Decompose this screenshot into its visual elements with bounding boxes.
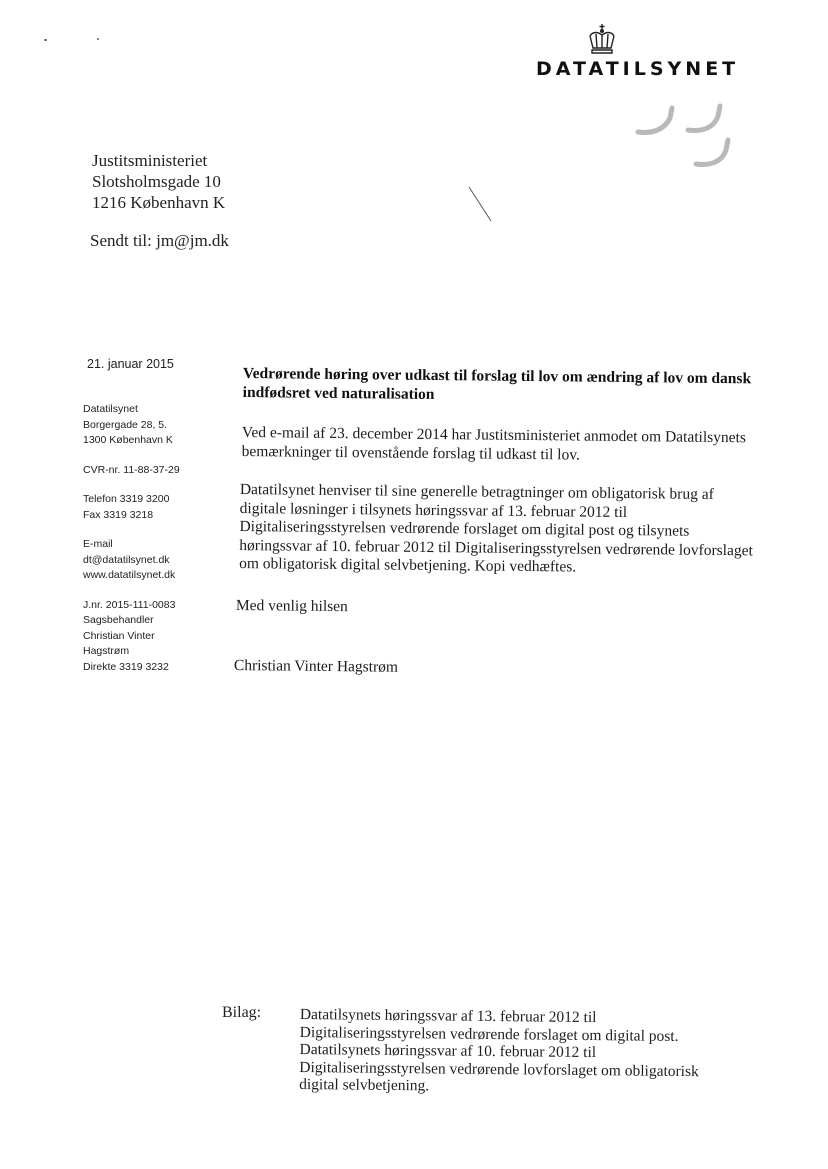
case-info — [83, 598, 233, 676]
recipient-line: Slotsholmsgade 10 — [92, 172, 221, 191]
signature-name: Christian Vinter Hagstrøm — [233, 657, 399, 676]
attachments-list — [299, 1006, 730, 1098]
sender-address-line: Borgergade 28, 5. — [83, 418, 168, 431]
sender-address-line: Datatilsynet — [83, 403, 138, 415]
phone-line: Telefon 3319 3200 — [83, 493, 170, 505]
body-paragraph: Ved e-mail af 23. december 2014 har Justitsministeriet anmodet om Datatilsynets bemærkninger til ovenstående forslag til udkast til lov. — [241, 424, 747, 464]
sender-address-line: 1300 København K — [83, 434, 173, 446]
direct-phone: Direkte 3319 3232 — [83, 660, 169, 673]
body-paragraph: Datatilsynet henviser til sine generelle betragtninger om obligatorisk brug af digitale løsninger i tilsynets høringssvar af 13. februar 2012 til Digitaliseringsstyrelsen vedrørende forslaget om digital post og tilsynets høringssvar af 10. februar 2012 til Digitaliseringsstyrelsen vedrørende lovforslaget om obligatorisk digital selvbetjening. Kopi vedhæftes. — [239, 481, 753, 576]
attachment-item: Datatilsynets høringssvar af 10. februar 2012 til Digitaliseringsstyrelsen vedrørende lovforslaget om obligatorisk digital selvbetjening. — [299, 1040, 699, 1095]
case-handler-name: Hagstrøm — [83, 645, 130, 657]
case-handler-name: Christian Vinter — [83, 629, 155, 642]
case-handler-label: Sagsbehandler — [83, 614, 154, 626]
pen-marks-icon — [630, 100, 740, 180]
recipient-line: 1216 København K — [92, 193, 226, 212]
logo-wordmark: DATATILSYNET — [536, 58, 740, 80]
cvr-number — [83, 463, 233, 479]
phone-info — [83, 492, 233, 523]
email-address: dt@datatilsynet.dk — [83, 553, 170, 566]
crown-icon — [585, 22, 619, 56]
website: www.datatilsynet.dk — [83, 569, 176, 581]
recipient-line: Justitsministeriet — [92, 151, 208, 170]
letter-date: 21. januar 2015 — [87, 357, 174, 371]
recipient-address — [92, 150, 225, 213]
attachments-label: Bilag: — [222, 1004, 262, 1021]
cvr-line: CVR-nr. 11-88-37-29 — [83, 463, 180, 476]
fax-line: Fax 3319 3218 — [83, 508, 154, 521]
letter-subject: Vedrørende høring over udkast til forslag til lov om ændring af lov om dansk indfødsret ved naturalisation — [242, 364, 752, 404]
scan-speck — [97, 38, 99, 40]
contact-info — [83, 537, 233, 584]
scan-speck — [44, 39, 47, 41]
case-number: J.nr. 2015-111-0083 — [83, 598, 176, 611]
email-label: E-mail — [83, 538, 113, 550]
sender-info — [83, 402, 233, 689]
closing-greeting: Med venlig hilsen — [235, 597, 348, 616]
sender-address — [83, 402, 233, 449]
pen-stroke-icon — [466, 185, 496, 225]
sent-to: Sendt til: jm@jm.dk — [90, 231, 229, 250]
attachment-item: Datatilsynets høringssvar af 13. februar 2012 til Digitaliseringsstyrelsen vedrørende forslaget om digital post. — [299, 1006, 679, 1045]
